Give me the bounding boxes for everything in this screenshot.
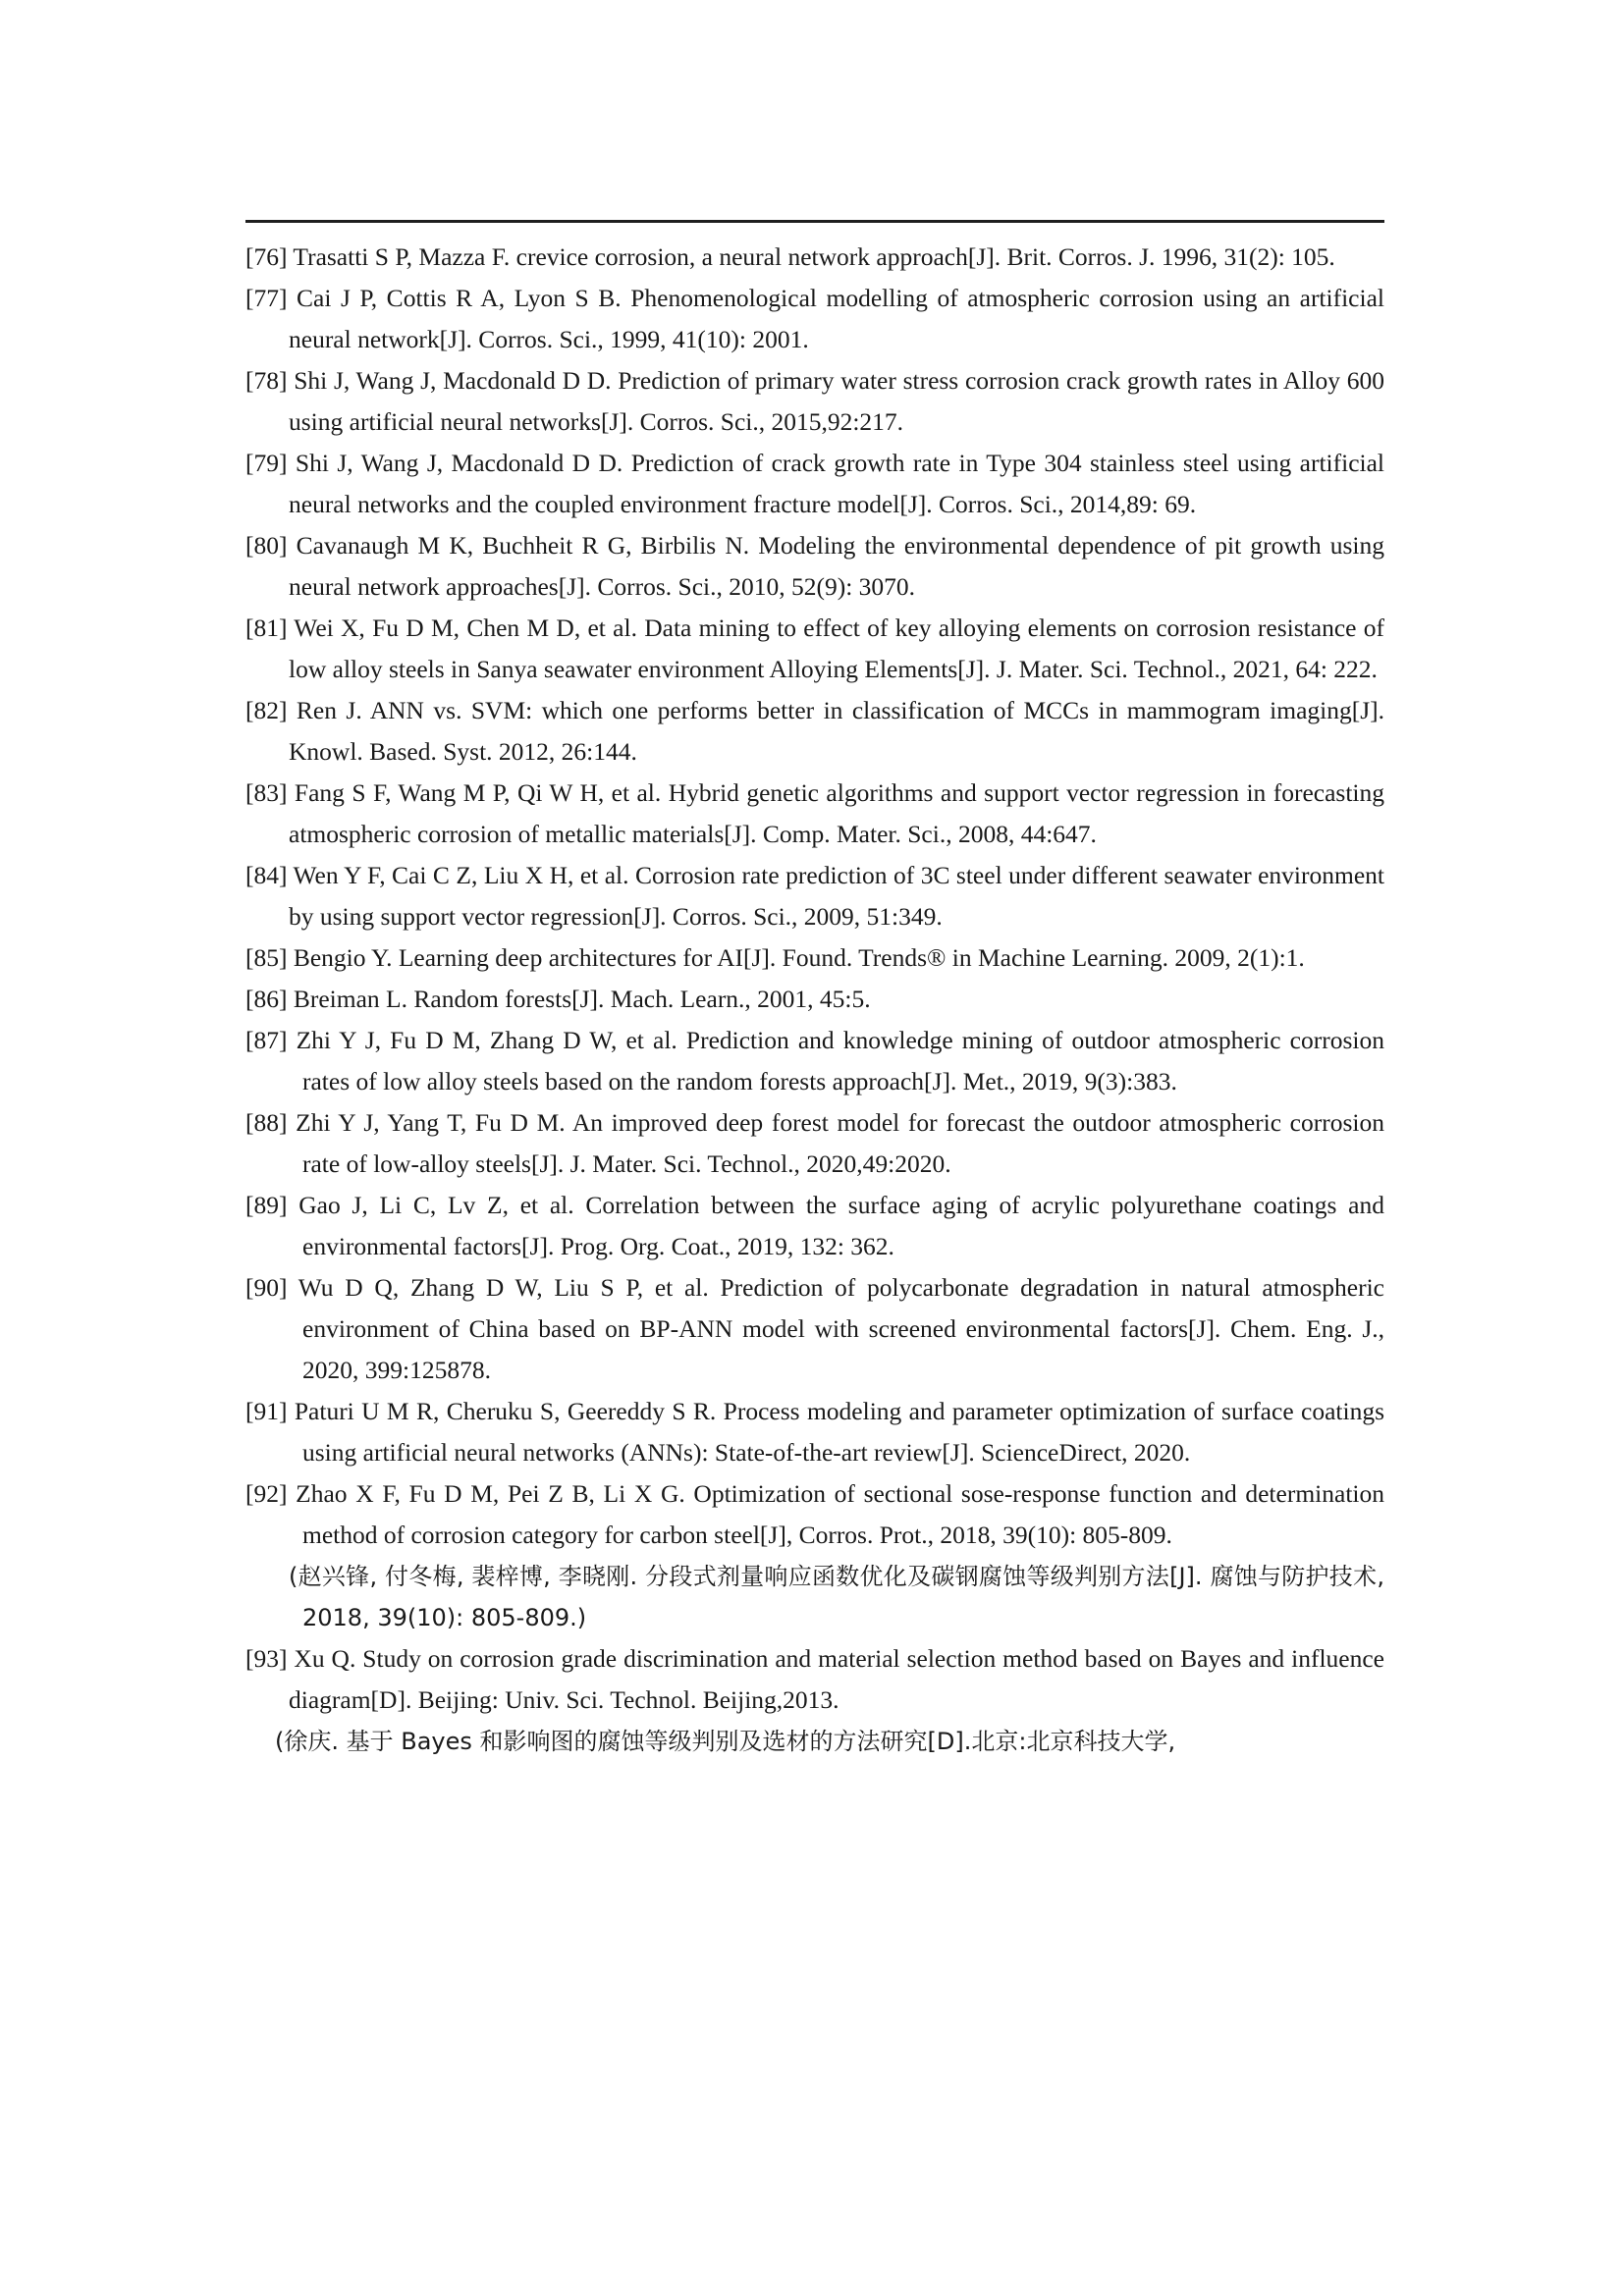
reference-item bbox=[245, 443, 1384, 525]
reference-text: [86] Breiman L. Random forests[J]. Mach. Learn., 2001, 45:5. bbox=[245, 985, 871, 1013]
reference-item bbox=[245, 237, 1384, 278]
reference-text: [93] Xu Q. Study on corrosion grade discrimination and material selection method based on Bayes and influence diagram[D]. Beijing: Univ. Sci. Technol. Beijing,2013. bbox=[245, 1644, 1384, 1714]
reference-list bbox=[245, 237, 1384, 1762]
reference-item bbox=[245, 1267, 1384, 1391]
reference-text: [80] Cavanaugh M K, Buchheit R G, Birbilis N. Modeling the environmental dependence of pit growth using neural network approaches[J]. Corros. Sci., 2010, 52(9): 3070. bbox=[245, 531, 1384, 601]
reference-text: [81] Wei X, Fu D M, Chen M D, et al. Data mining to effect of key alloying elements on corrosion resistance of low alloy steels in Sanya seawater environment Alloying Elements[J]. J. Mater. Sci. Technol., 2021, 64: 222. bbox=[245, 614, 1384, 683]
reference-item bbox=[245, 773, 1384, 855]
reference-item bbox=[245, 525, 1384, 608]
reference-item bbox=[245, 1102, 1384, 1185]
reference-item bbox=[245, 1391, 1384, 1473]
reference-text: [77] Cai J P, Cottis R A, Lyon S B. Phenomenological modelling of atmospheric corrosion using an artificial neural network[J]. Corros. Sci., 1999, 41(10): 2001. bbox=[245, 284, 1384, 353]
reference-chinese-note: (徐庆. 基于 Bayes 和影响图的腐蚀等级判别及选材的方法研究[D].北京:北京科技大学, bbox=[275, 1728, 1176, 1755]
reference-item bbox=[245, 278, 1384, 360]
reference-text: [84] Wen Y F, Cai C Z, Liu X H, et al. Corrosion rate prediction of 3C steel under different seawater environment by using support vector regression[J]. Corros. Sci., 2009, 51:349. bbox=[245, 861, 1384, 931]
reference-text: [90] Wu D Q, Zhang D W, Liu S P, et al. Prediction of polycarbonate degradation in natural atmospheric environment of China based on BP-ANN model with screened environmental factors[J]. Chem. Eng. J., 2020, 399:125878. bbox=[245, 1273, 1384, 1384]
reference-text: [91] Paturi U M R, Cheruku S, Geereddy S R. Process modeling and parameter optimization of surface coatings using artificial neural networks (ANNs): State-of-the-art review[J]. ScienceDirect, 2020. bbox=[245, 1397, 1384, 1467]
reference-text: [83] Fang S F, Wang M P, Qi W H, et al. Hybrid genetic algorithms and support vector regression in forecasting atmospheric corrosion of metallic materials[J]. Comp. Mater. Sci., 2008, 44:647. bbox=[245, 778, 1384, 848]
reference-item bbox=[245, 937, 1384, 979]
reference-text: [88] Zhi Y J, Yang T, Fu D M. An improved deep forest model for forecast the outdoor atmospheric corrosion rate of low-alloy steels[J]. J. Mater. Sci. Technol., 2020,49:2020. bbox=[245, 1108, 1384, 1178]
reference-item bbox=[245, 855, 1384, 937]
reference-text: [87] Zhi Y J, Fu D M, Zhang D W, et al. Prediction and knowledge mining of outdoor atmospheric corrosion rates of low alloy steels based on the random forests approach[J]. Met., 2019, 9(3):383. bbox=[245, 1026, 1384, 1095]
reference-item bbox=[245, 1185, 1384, 1267]
reference-text: [89] Gao J, Li C, Lv Z, et al. Correlation between the surface aging of acrylic polyurethane coatings and environmental factors[J]. Prog. Org. Coat., 2019, 132: 362. bbox=[245, 1191, 1384, 1260]
reference-text: [92] Zhao X F, Fu D M, Pei Z B, Li X G. Optimization of sectional sose-response function and determination method of corrosion category for carbon steel[J], Corros. Prot., 2018, 39(10): 805-809. bbox=[245, 1479, 1384, 1549]
reference-item bbox=[245, 1020, 1384, 1102]
reference-item bbox=[245, 979, 1384, 1020]
reference-text: [76] Trasatti S P, Mazza F. crevice corrosion, a neural network approach[J]. Brit. Corros. J. 1996, 31(2): 105. bbox=[245, 242, 1335, 271]
reference-page bbox=[245, 220, 1384, 1762]
reference-item bbox=[245, 360, 1384, 443]
reference-item bbox=[245, 1473, 1384, 1638]
reference-item bbox=[245, 608, 1384, 690]
reference-item bbox=[245, 1638, 1384, 1762]
reference-text: [85] Bengio Y. Learning deep architectures for AI[J]. Found. Trends® in Machine Learning. 2009, 2(1):1. bbox=[245, 943, 1305, 972]
reference-chinese-note: (赵兴锋, 付冬梅, 裴梓博, 李晓刚. 分段式剂量响应函数优化及碳钢腐蚀等级判别方法[J]. 腐蚀与防护技术, 2018, 39(10): 805-809.) bbox=[289, 1563, 1384, 1631]
reference-text: [79] Shi J, Wang J, Macdonald D D. Prediction of crack growth rate in Type 304 stainless steel using artificial neural networks and the coupled environment fracture model[J]. Corros. Sci., 2014,89: 69. bbox=[245, 449, 1384, 518]
reference-item bbox=[245, 690, 1384, 773]
reference-text: [82] Ren J. ANN vs. SVM: which one performs better in classification of MCCs in mammogram imaging[J]. Knowl. Based. Syst. 2012, 26:144. bbox=[245, 696, 1384, 766]
reference-text: [78] Shi J, Wang J, Macdonald D D. Prediction of primary water stress corrosion crack growth rates in Alloy 600 using artificial neural networks[J]. Corros. Sci., 2015,92:217. bbox=[245, 366, 1384, 436]
top-rule bbox=[245, 220, 1384, 223]
